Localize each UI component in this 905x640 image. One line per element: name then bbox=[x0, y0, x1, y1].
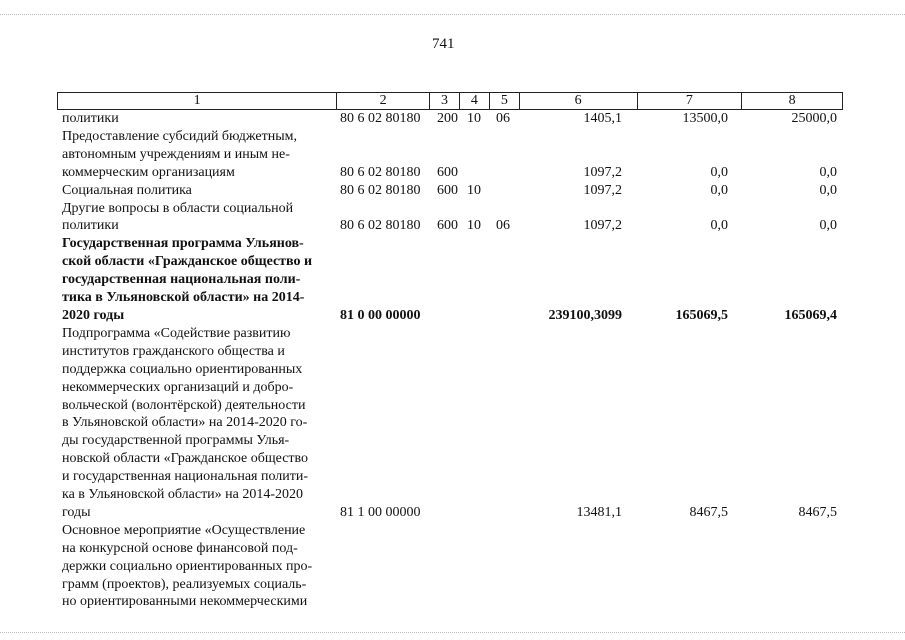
row-col-3: 600 bbox=[437, 182, 458, 198]
row-value-7: 0,0 bbox=[710, 182, 728, 198]
row-code: 80 6 02 80180 bbox=[340, 164, 421, 180]
description-line: политики bbox=[62, 111, 119, 126]
header-col-6: 6 bbox=[520, 93, 638, 109]
description-line: Предоставление субсидий бюджетным, bbox=[62, 128, 298, 144]
row-value-7: 0,0 bbox=[710, 218, 728, 234]
header-col-5: 5 bbox=[490, 93, 520, 109]
row-value-6: 239100,3099 bbox=[548, 307, 622, 323]
header-col-1: 1 bbox=[58, 93, 337, 109]
row-value-7: 8467,5 bbox=[689, 504, 728, 520]
row-code: 80 6 02 80180 bbox=[340, 218, 421, 234]
table-body bbox=[0, 110, 905, 611]
header-col-3: 3 bbox=[430, 93, 460, 109]
description-line: коммерческим организациям bbox=[62, 164, 235, 180]
table-row bbox=[0, 110, 905, 128]
description-line: государственная национальная поли- bbox=[62, 272, 301, 288]
scan-edge-bottom bbox=[0, 632, 905, 634]
header-col-8: 8 bbox=[788, 93, 796, 108]
table-row bbox=[0, 200, 905, 236]
row-value-8: 0,0 bbox=[819, 218, 837, 234]
row-col-3: 600 bbox=[437, 164, 458, 180]
description-line: ды государственной программы Улья- bbox=[62, 433, 290, 449]
header-col-7: 7 bbox=[638, 93, 743, 109]
description-line: политики bbox=[62, 218, 119, 234]
row-value-7: 165069,5 bbox=[675, 307, 728, 323]
header-col-4: 4 bbox=[460, 93, 490, 109]
table-row bbox=[0, 235, 905, 325]
row-value-8: 25000,0 bbox=[791, 111, 837, 126]
description-line: и государственная национальная полити- bbox=[62, 469, 309, 485]
description-line: держки социально ориентированных про- bbox=[62, 558, 313, 574]
row-col-4: 10 bbox=[467, 218, 481, 234]
row-code: 81 1 00 00000 bbox=[340, 504, 421, 520]
row-col-3: 200 bbox=[437, 111, 458, 126]
row-description bbox=[62, 110, 333, 128]
row-value-7: 13500,0 bbox=[682, 111, 728, 126]
description-line: институтов гражданского общества и bbox=[62, 343, 285, 359]
description-line: Социальная политика bbox=[62, 182, 192, 198]
row-code: 80 6 02 80180 bbox=[340, 182, 421, 198]
row-col-5: 06 bbox=[496, 111, 510, 126]
description-line: на конкурсной основе финансовой под- bbox=[62, 540, 298, 556]
description-line: Подпрограмма «Содействие развитию bbox=[62, 325, 291, 341]
row-col-4: 10 bbox=[467, 111, 481, 126]
table-row bbox=[0, 522, 905, 612]
description-line: тика в Ульяновской области» на 2014- bbox=[62, 290, 305, 306]
row-value-8: 0,0 bbox=[819, 182, 837, 198]
row-value-6: 1097,2 bbox=[583, 164, 622, 180]
description-line: Основное мероприятие «Осуществление bbox=[62, 522, 306, 538]
description-line: некоммерческих организаций и добро- bbox=[62, 379, 294, 395]
row-value-6: 1097,2 bbox=[583, 218, 622, 234]
row-value-6: 1097,2 bbox=[583, 182, 622, 198]
description-line: вольческой (волонтёрской) деятельности bbox=[62, 397, 306, 413]
page-number: 741 bbox=[432, 36, 455, 52]
description-line: грамм (проектов), реализуемых социаль- bbox=[62, 576, 307, 592]
row-description bbox=[62, 128, 333, 182]
description-line: годы bbox=[62, 504, 91, 520]
row-description bbox=[62, 235, 333, 325]
scan-edge-top bbox=[0, 14, 905, 16]
description-line: но ориентированными некоммерческими bbox=[62, 594, 308, 610]
description-line: ка в Ульяновской области» на 2014-2020 bbox=[62, 487, 304, 503]
description-line: поддержка социально ориентированных bbox=[62, 361, 303, 377]
description-line: Государственная программа Ульянов- bbox=[62, 236, 304, 252]
header-col-2: 2 bbox=[337, 93, 430, 109]
description-line: 2020 годы bbox=[62, 307, 125, 323]
table-row bbox=[0, 325, 905, 522]
description-line: автономным учреждениям и иным не- bbox=[62, 146, 290, 162]
description-line: Другие вопросы в области социальной bbox=[62, 200, 294, 216]
table-row bbox=[0, 128, 905, 182]
row-description bbox=[62, 325, 333, 522]
table-header bbox=[57, 92, 843, 110]
row-value-8: 165069,4 bbox=[784, 307, 837, 323]
row-col-3: 600 bbox=[437, 218, 458, 234]
description-line: ской области «Гражданское общество и bbox=[62, 254, 313, 270]
row-description bbox=[62, 200, 333, 236]
row-col-5: 06 bbox=[496, 218, 510, 234]
row-col-4: 10 bbox=[467, 182, 481, 198]
row-value-7: 0,0 bbox=[710, 164, 728, 180]
row-value-6: 13481,1 bbox=[576, 504, 622, 520]
row-code: 81 0 00 00000 bbox=[340, 307, 421, 323]
description-line: в Ульяновской области» на 2014-2020 го- bbox=[62, 415, 308, 431]
row-value-8: 0,0 bbox=[819, 164, 837, 180]
row-code: 80 6 02 80180 bbox=[340, 111, 421, 126]
description-line: новской области «Гражданское общество bbox=[62, 451, 309, 467]
row-description bbox=[62, 522, 333, 612]
row-description bbox=[62, 182, 333, 200]
row-value-8: 8467,5 bbox=[798, 504, 837, 520]
row-value-6: 1405,1 bbox=[583, 111, 622, 126]
table-row bbox=[0, 182, 905, 200]
